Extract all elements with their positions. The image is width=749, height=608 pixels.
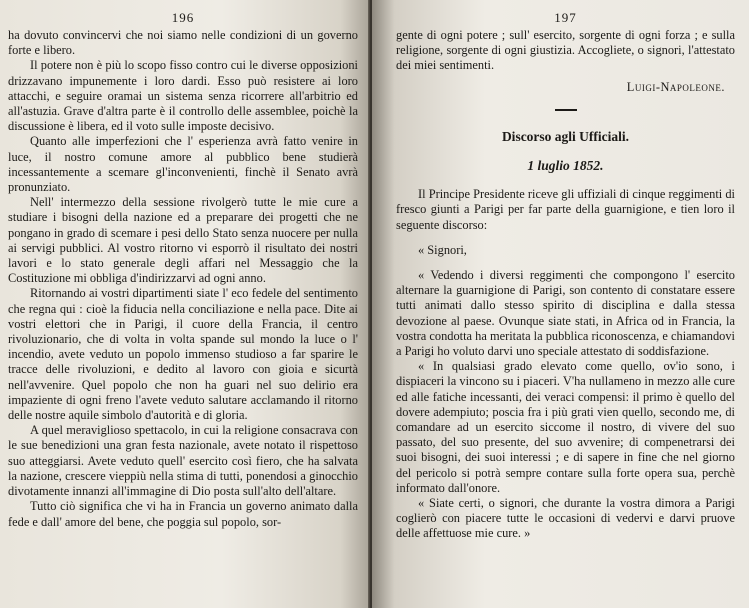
section-date: 1 luglio 1852. <box>527 158 604 174</box>
salutation: « Signori, <box>418 242 467 257</box>
paragraph: A quel meraviglioso spettacolo, in cui la religione consacrava con le sue benedizioni una gran festa nazionale, avete notato il rispettoso suo atteggiarsi. Avete veduto quell' esercito così fiero, che ha salvata la nazione, crescere vieppiù nella stima di tutti, ponendosi a ginocchio divotamente innanzi all'immagine di Dio posta sull'alto dell'altare. <box>8 423 358 499</box>
paragraph: ha dovuto convincervi che noi siamo nelle condizioni di un governo forte e libero. <box>8 28 358 58</box>
paragraph: Ritornando ai vostri dipartimenti siate l' eco fedele del sentimento che regna qui : cioè la fiducia nella conciliazione e nella pace. Dite ai vostri elettori che in Parigi, il cuore della Francia, il centro rivoluzionario, che di volta in volta spande sul mondo la luce o l' incendio, avete veduto un popolo immenso studioso a far sparire le tracce delle rivoluzioni, e dedito al lavoro con gioia e sicurtà nell'avvenire. Quel popolo che non ha guari nel suo delirio era impaziente di ogni freno l'avete veduto salutare acclamando il ritorno delle nostre aquile simbolo d'autorità e di gloria. <box>8 286 358 423</box>
spacer <box>396 233 735 243</box>
spacer <box>396 258 735 268</box>
intro-paragraph: Il Principe Presidente riceve gli uffiziali di cinque reggimenti di fresco giunti a Parigi per far parte della guarnigione, e tien loro il seguente discorso: <box>396 187 735 232</box>
signature: Luigi-Napoleone. <box>626 79 725 94</box>
paragraph: Il potere non è più lo scopo fisso contro cui le diverse opposizioni drizzavano impunemente i loro dardi. Esso può resistere ai loro attacchi, e seguire oramai un sistema senza ricorrere all'arbitrio ed all'astuzia. Grave d'altra parte è il controllo delle assemblee, poichè la discussione è libera, ed il voto sulle imposte decisivo. <box>8 58 358 134</box>
paragraph: gente di ogni potere ; sull' esercito, sorgente di ogni forza ; e sulla religione, sorgente di ogni giustizia. Accoglietе, o signori, l'attestato dei miei sentimenti. <box>396 28 735 73</box>
paragraph: « Siate certi, o signori, che durante la vostra dimora a Parigi coglierò con piacere tutte le occasioni di vedervi e darvi pruove delle affettuose mie cure. » <box>396 496 735 541</box>
page-number-left: 196 <box>171 10 195 25</box>
paragraph: « Vedendo i diversi reggimenti che compongono l' esercito alternare la guarnigione di Parigi, son contento di constatare essere tutti animati dallo stesso spirito di disciplina e dalla stessa devozione al paese. Ovunque siate stati, in Africa od in Francia, la vostra condotta ha meritata la pubblica riconoscenza, e chiamandovi a Parigi ho voluto darvi uno speciale attestato di soddisfazione. <box>396 268 735 359</box>
section-divider <box>555 109 577 111</box>
paragraph: « In qualsiasi grado elevato come quello, ov'io sono, i dispiaceri la vincono su i piaceri. V'ha nullameno in mezzo alle cure ed alle fatiche incessanti, dei veraci compensi: il primo è quello del dovere adempiuto; poscia fra i più grati vien quello, secondo me, di comandare ad un esercito siccome il nostro, di vivere del suo passato, del suo presente, del suo avvenire; di compenetrarsi dei suoi bisogni, dei suoi interessi ; e di sapere in fine che nel giorno del pericolo si potrà sempre contare sulla forte opera sua, perchè informato dall'onore. <box>396 359 735 495</box>
paragraph: Tutto ciò significa che vi ha in Francia un governo animato dalla fede e dall' amore del bene, che poggia sul popolo, sor- <box>8 499 358 529</box>
page-number-right: 197 <box>554 10 577 25</box>
left-page <box>0 0 370 608</box>
section-heading: Discorso agli Ufficiali. <box>501 128 630 144</box>
right-page <box>372 0 749 608</box>
paragraph: Nell' intermezzo della sessione rivolgerò tutte le mie cure a studiare i bisogni della nazione ed a preparare dei progetti che ne pongano in grado di scemare i pesi dello Stato senza nuocere per nulla ai servigi pubblici. Al vostro ritorno vi esporrò il risultato dei nostri lavori e lo stato generale degli affari nel Messaggio che la Costituzione mi obbliga d'indirizzarvi ad ogni anno. <box>8 195 358 286</box>
paragraph: Quanto alle imperfezioni che l' esperienza avrà fatto venire in luce, il nostro comune amore al pubblico bene studierà incessantemente a scemare gl'inconvenienti, finchè il Senato avrà pronunziato. <box>8 134 358 195</box>
